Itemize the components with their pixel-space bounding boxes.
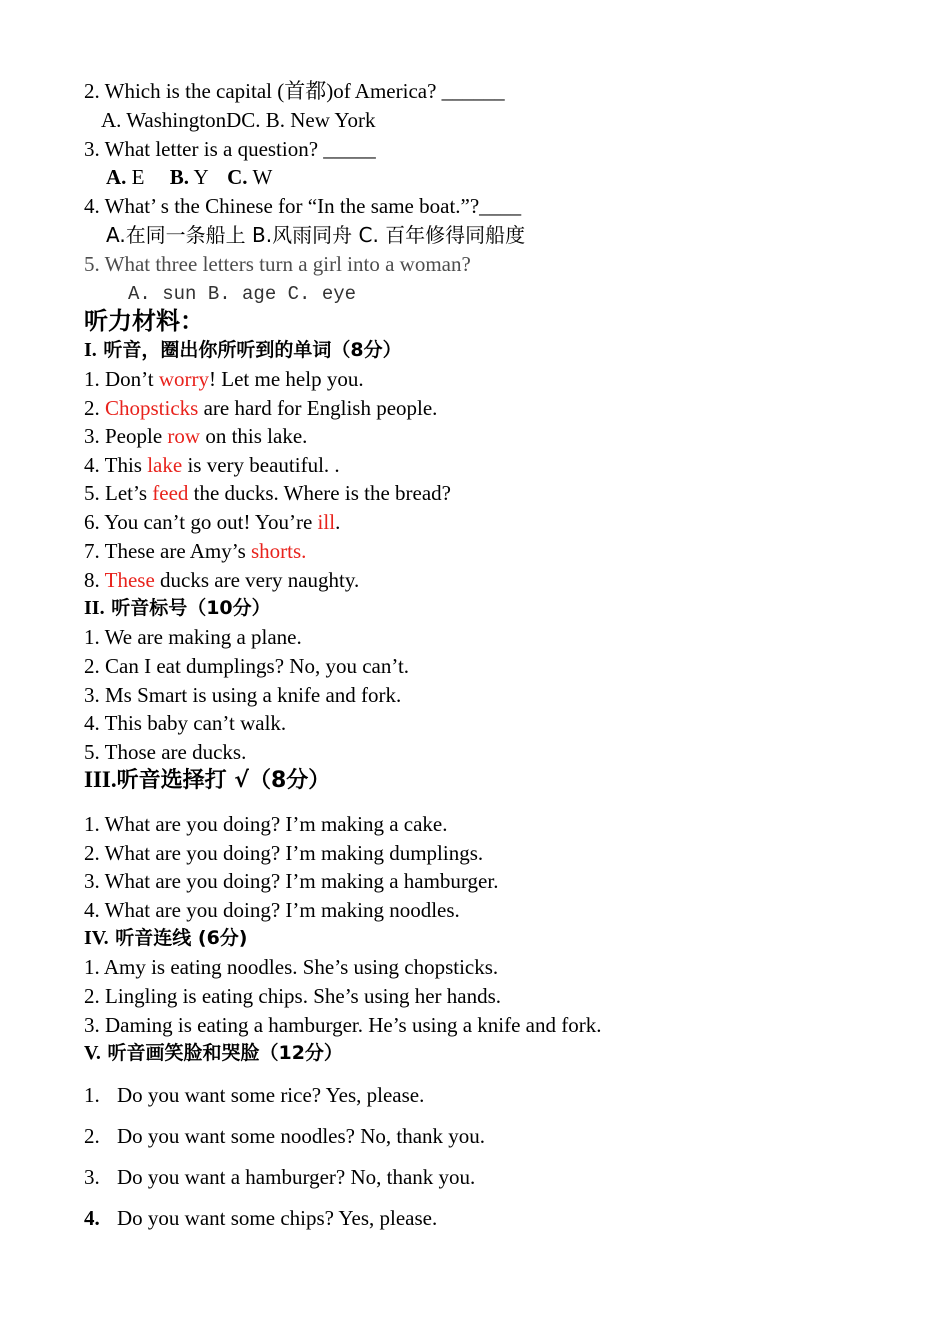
section-4-heading bbox=[84, 924, 247, 952]
item-number: 1. bbox=[84, 1083, 100, 1107]
q2-options: A. WashingtonDC. B. New York bbox=[101, 108, 376, 132]
q3-option-c-text: W bbox=[252, 165, 273, 189]
section-2-title: 听音标号（10分） bbox=[104, 597, 271, 619]
item-text: the ducks. Where is the bread? bbox=[188, 481, 451, 505]
section-1-item bbox=[84, 451, 340, 479]
q3-option-a-text: E bbox=[131, 165, 145, 189]
q3-option-a-label: A. bbox=[106, 165, 127, 189]
item-number: 2. bbox=[84, 1124, 100, 1148]
item-text: 6. You can’t go out! You’re bbox=[84, 510, 318, 534]
highlight-word: lake bbox=[147, 453, 183, 477]
item-text: on this lake. bbox=[200, 424, 308, 448]
section-4-item: 2. Lingling is eating chips. She’s using her hands. bbox=[84, 984, 502, 1008]
item-text: are hard for English people. bbox=[198, 396, 438, 420]
section-2-item: 2. Can I eat dumplings? No, you can’t. bbox=[84, 654, 410, 678]
q3-option-b-text: Y bbox=[193, 165, 208, 189]
section-4-number: IV. bbox=[84, 927, 109, 949]
section-3-number: III. bbox=[84, 767, 117, 792]
section-1-heading bbox=[84, 336, 402, 364]
section-1-item bbox=[84, 394, 437, 422]
section-1-item bbox=[84, 422, 307, 450]
item-text: 3. People bbox=[84, 424, 168, 448]
section-5-heading bbox=[84, 1039, 343, 1067]
section-2-item: 3. Ms Smart is using a knife and fork. bbox=[84, 683, 402, 707]
q3-option-c-label: C. bbox=[227, 165, 248, 189]
section-5-item bbox=[84, 1163, 475, 1191]
section-3-title: 听音选择打 √（8分） bbox=[116, 768, 331, 793]
item-text: 7. These are Amy’s bbox=[84, 539, 251, 563]
section-5-title: 听音画笑脸和哭脸（12分） bbox=[100, 1042, 343, 1064]
q3-stem: 3. What letter is a question? _____ bbox=[84, 137, 376, 161]
section-2-item: 1. We are making a plane. bbox=[84, 625, 302, 649]
item-text: ! Let me help you. bbox=[209, 367, 364, 391]
section-2-item: 5. Those are ducks. bbox=[84, 740, 247, 764]
section-1-title: 听音，圈出你所听到的单词（8分） bbox=[96, 339, 402, 361]
highlight-word: worry bbox=[158, 367, 210, 391]
section-3-item: 2. What are you doing? I’m making dumplings. bbox=[84, 841, 484, 865]
item-text: ducks are very naughty. bbox=[154, 568, 360, 592]
section-4-item: 1. Amy is eating noodles. She’s using chopsticks. bbox=[84, 955, 499, 979]
section-1-item bbox=[84, 365, 364, 393]
q4-stem: 4. What’ s the Chinese for “In the same boat.”?____ bbox=[84, 194, 522, 218]
section-5-item bbox=[84, 1122, 485, 1150]
highlight-word: ill bbox=[317, 510, 336, 534]
q3-option-b-label: B. bbox=[169, 165, 190, 189]
item-text: . bbox=[335, 510, 341, 534]
item-text: Do you want some rice? Yes, please. bbox=[117, 1083, 425, 1107]
q2-stem: 2. Which is the capital (首都)of America? ______ bbox=[84, 79, 505, 103]
item-text: Do you want some noodles? No, thank you. bbox=[117, 1124, 486, 1148]
item-text: 5. Let’s bbox=[84, 481, 153, 505]
section-2-item: 4. This baby can’t walk. bbox=[84, 711, 287, 735]
item-text: 1. Don’t bbox=[84, 367, 159, 391]
item-number: 3. bbox=[84, 1165, 100, 1189]
item-text: Do you want a hamburger? No, thank you. bbox=[117, 1165, 476, 1189]
section-5-item bbox=[84, 1081, 424, 1109]
q4-options: A.在同一条船上 B.风雨同舟 C. 百年修得同船度 bbox=[106, 223, 526, 247]
section-3-heading bbox=[84, 766, 330, 795]
section-5-number: V. bbox=[84, 1042, 101, 1064]
section-2-heading bbox=[84, 594, 271, 622]
section-2-number: II. bbox=[84, 597, 105, 619]
section-4-item: 3. Daming is eating a hamburger. He’s using a knife and fork. bbox=[84, 1013, 602, 1037]
section-1-item bbox=[84, 479, 451, 507]
item-text: 2. bbox=[84, 396, 105, 420]
highlight-word: shorts. bbox=[251, 539, 307, 563]
highlight-word: feed bbox=[152, 481, 189, 505]
section-3-item: 3. What are you doing? I’m making a hamburger. bbox=[84, 869, 499, 893]
section-1-item bbox=[84, 566, 359, 594]
q3-options bbox=[106, 163, 272, 191]
section-1-item bbox=[84, 537, 306, 565]
section-5-item bbox=[84, 1204, 437, 1232]
section-3-item: 4. What are you doing? I’m making noodles. bbox=[84, 898, 460, 922]
section-4-title: 听音连线 (6分) bbox=[108, 927, 248, 949]
highlight-word: row bbox=[167, 424, 201, 448]
item-text: is very beautiful. . bbox=[182, 453, 340, 477]
highlight-word: Chopsticks bbox=[105, 396, 199, 420]
section-1-item bbox=[84, 508, 340, 536]
item-text: 8. bbox=[84, 568, 105, 592]
material-heading: 听力材料： bbox=[84, 307, 204, 335]
q5-stem: 5. What three letters turn a girl into a woman? bbox=[84, 252, 471, 276]
q5-options: A. sun B. age C. eye bbox=[128, 283, 357, 305]
item-text: Do you want some chips? Yes, please. bbox=[117, 1206, 438, 1230]
item-text: 4. This bbox=[84, 453, 148, 477]
section-3-item: 1. What are you doing? I’m making a cake. bbox=[84, 812, 448, 836]
highlight-word: These bbox=[104, 568, 155, 592]
item-number: 4. bbox=[84, 1206, 100, 1230]
section-1-number: I. bbox=[84, 339, 97, 361]
